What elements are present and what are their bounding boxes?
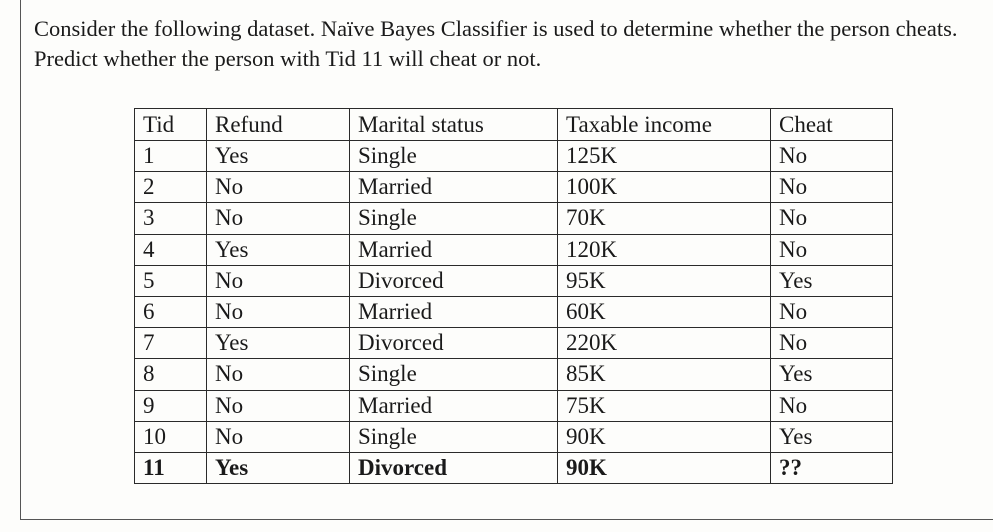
cell-cheat: Yes [771, 265, 893, 296]
cell-refund: No [207, 390, 350, 421]
cell-refund: No [207, 421, 350, 452]
cell-taxable-income: 100K [558, 172, 771, 203]
cell-refund: Yes [207, 234, 350, 265]
cell-marital-status: Divorced [350, 265, 558, 296]
table-row [135, 265, 893, 296]
cell-cheat: Yes [771, 359, 893, 390]
cell-cheat: No [771, 172, 893, 203]
table-row [135, 234, 893, 265]
table-header-row [135, 109, 893, 141]
cell-taxable-income: 60K [558, 296, 771, 327]
cell-marital-status: Married [350, 172, 558, 203]
cell-cheat: No [771, 328, 893, 359]
cell-taxable-income: 120K [558, 234, 771, 265]
cell-marital-status: Married [350, 390, 558, 421]
cell-taxable-income: 75K [558, 390, 771, 421]
cell-marital-status: Single [350, 203, 558, 234]
table-row [135, 421, 893, 452]
cell-refund: Yes [207, 141, 350, 172]
cell-taxable-income: 220K [558, 328, 771, 359]
cell-marital-status: Married [350, 296, 558, 327]
cell-refund: No [207, 172, 350, 203]
cell-refund: No [207, 203, 350, 234]
cell-cheat: Yes [771, 421, 893, 452]
table-body [135, 141, 893, 484]
cell-taxable-income: 95K [558, 265, 771, 296]
header-refund: Refund [207, 109, 350, 141]
cell-refund: No [207, 296, 350, 327]
cell-refund: No [207, 359, 350, 390]
header-cheat: Cheat [771, 109, 893, 141]
cell-marital-status: Single [350, 421, 558, 452]
cell-taxable-income: 70K [558, 203, 771, 234]
table-row [135, 203, 893, 234]
cell-cheat: No [771, 141, 893, 172]
cell-marital-status: Married [350, 234, 558, 265]
cell-refund: Yes [207, 452, 350, 483]
cell-cheat: No [771, 296, 893, 327]
cell-taxable-income: 90K [558, 452, 771, 483]
cell-cheat: ?? [771, 452, 893, 483]
cell-cheat: No [771, 234, 893, 265]
cell-cheat: No [771, 390, 893, 421]
cell-marital-status: Divorced [350, 452, 558, 483]
cell-taxable-income: 85K [558, 359, 771, 390]
cell-cheat: No [771, 203, 893, 234]
cell-marital-status: Divorced [350, 328, 558, 359]
cell-refund: No [207, 265, 350, 296]
cell-tid: 5 [135, 265, 207, 296]
table-row [135, 452, 893, 483]
cell-tid: 7 [135, 328, 207, 359]
table-row [135, 328, 893, 359]
cell-tid: 10 [135, 421, 207, 452]
cell-refund: Yes [207, 328, 350, 359]
cell-tid: 1 [135, 141, 207, 172]
cell-tid: 4 [135, 234, 207, 265]
cell-tid: 9 [135, 390, 207, 421]
header-marital-status: Marital status [350, 109, 558, 141]
cell-tid: 11 [135, 452, 207, 483]
cell-tid: 2 [135, 172, 207, 203]
header-tid: Tid [135, 109, 207, 141]
question-text: Consider the following dataset. Naïve Bayes Classifier is used to determine whether the person cheats. Predict whether the person with Tid 11 will cheat or not. [34, 16, 958, 71]
cell-tid: 3 [135, 203, 207, 234]
cell-marital-status: Single [350, 359, 558, 390]
table-row [135, 141, 893, 172]
cell-tid: 8 [135, 359, 207, 390]
cell-tid: 6 [135, 296, 207, 327]
table-row [135, 172, 893, 203]
table-row [135, 390, 893, 421]
cell-taxable-income: 90K [558, 421, 771, 452]
cell-marital-status: Single [350, 141, 558, 172]
dataset-table [134, 108, 893, 484]
table-row [135, 359, 893, 390]
table-row [135, 296, 893, 327]
header-taxable-income: Taxable income [558, 109, 771, 141]
cell-taxable-income: 125K [558, 141, 771, 172]
